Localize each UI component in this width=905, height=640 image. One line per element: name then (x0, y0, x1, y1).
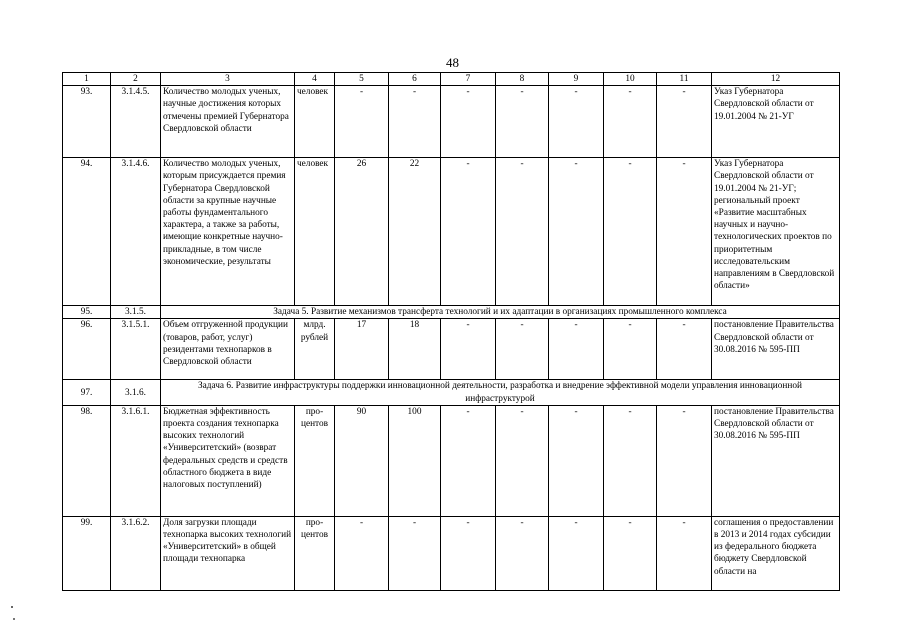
value-cell: - (604, 319, 657, 380)
unit: человек (295, 86, 335, 158)
value-cell: - (496, 405, 549, 516)
row-code: 3.1.6.2. (111, 516, 161, 590)
column-number: 4 (295, 73, 335, 86)
value-cell: - (604, 516, 657, 590)
value-cell: - (657, 516, 712, 590)
value-cell: - (549, 86, 604, 158)
value-cell: - (441, 158, 496, 306)
value-cell: - (441, 319, 496, 380)
value-cell: 18 (389, 319, 441, 380)
task-title: Задача 5. Развитие механизмов трансферта технологий и их адаптации в организациях промышленного комплекса (161, 306, 840, 319)
row-number: 96. (63, 319, 111, 380)
source-document: соглашения о предоставлении в 2013 и 2014 годах субсидии из федерального бюджета бюджету Свердловской области на (712, 516, 840, 590)
value-cell: - (657, 158, 712, 306)
value-cell: - (549, 158, 604, 306)
column-number: 7 (441, 73, 496, 86)
value-cell: - (389, 86, 441, 158)
column-number: 11 (657, 73, 712, 86)
task-row (63, 306, 840, 319)
value-cell: 26 (335, 158, 389, 306)
row-number: 98. (63, 405, 111, 516)
column-number: 2 (111, 73, 161, 86)
row-number: 97. (63, 380, 111, 405)
indicator-name: Бюджетная эффективность проекта создания технопарка высоких технологий «Университетский» (возврат федеральных средств и средств областного бюджета в виде налоговых поступлений) (161, 405, 295, 516)
value-cell: - (441, 405, 496, 516)
value-cell: 22 (389, 158, 441, 306)
value-cell: - (549, 405, 604, 516)
value-cell: - (496, 86, 549, 158)
table-row (63, 319, 840, 380)
row-code: 3.1.4.5. (111, 86, 161, 158)
source-document: Указ Губернатора Свердловской области от 19.01.2004 № 21-УГ (712, 86, 840, 158)
value-cell: - (441, 86, 496, 158)
value-cell: - (441, 516, 496, 590)
value-cell: - (657, 86, 712, 158)
table-row (63, 405, 840, 516)
value-cell: - (335, 86, 389, 158)
indicator-name: Объем отгруженной продукции (товаров, работ, услуг) резидентами технопарков в Свердловской области (161, 319, 295, 380)
indicator-name: Количество молодых ученых, которым присуждается премия Губернатора Свердловской области за крупные научные работы фундаментального характера, а также за работы, имеющие конкретные научно-прикладные, в том числе экономические, результаты (161, 158, 295, 306)
row-number: 95. (63, 306, 111, 319)
column-number: 1 (63, 73, 111, 86)
unit: млрд. рублей (295, 319, 335, 380)
indicator-name: Количество молодых ученых, научные достижения которых отмечены премией Губернатора Свердловской области (161, 86, 295, 158)
column-number-row (63, 73, 840, 86)
row-code: 3.1.6. (111, 380, 161, 405)
scan-speck (11, 606, 13, 608)
value-cell: - (657, 319, 712, 380)
column-number: 10 (604, 73, 657, 86)
value-cell: - (657, 405, 712, 516)
value-cell: - (496, 319, 549, 380)
source-document: Указ Губернатора Свердловской области от 19.01.2004 № 21-УГ; региональный проект «Развитие масштабных научных и научно-технологических проектов по приоритетным исследовательским направлениям в Свердловской области» (712, 158, 840, 306)
value-cell: - (604, 86, 657, 158)
column-number: 3 (161, 73, 295, 86)
indicator-name: Доля загрузки площади технопарка высоких технологий «Университетский» в общей площади технопарка (161, 516, 295, 590)
value-cell: - (549, 319, 604, 380)
scan-speck (13, 618, 15, 620)
column-number: 12 (712, 73, 840, 86)
row-number: 99. (63, 516, 111, 590)
unit: про-центов (295, 516, 335, 590)
source-document: постановление Правительства Свердловской области от 30.08.2016 № 595-ПП (712, 405, 840, 516)
column-number: 5 (335, 73, 389, 86)
task-title: Задача 6. Развитие инфраструктуры поддержки инновационной деятельности, разработка и внедрение эффективной модели управления инновационной инфраструктурой (161, 380, 840, 405)
indicators-table (62, 72, 840, 591)
row-code: 3.1.4.6. (111, 158, 161, 306)
table-row (63, 86, 840, 158)
column-number: 9 (549, 73, 604, 86)
unit: про-центов (295, 405, 335, 516)
value-cell: 90 (335, 405, 389, 516)
row-number: 94. (63, 158, 111, 306)
task-row (63, 380, 840, 405)
column-number: 6 (389, 73, 441, 86)
row-number: 93. (63, 86, 111, 158)
value-cell: - (549, 516, 604, 590)
value-cell: - (604, 158, 657, 306)
value-cell: 100 (389, 405, 441, 516)
value-cell: - (335, 516, 389, 590)
column-number: 8 (496, 73, 549, 86)
value-cell: - (496, 516, 549, 590)
table-row (63, 158, 840, 306)
row-code: 3.1.6.1. (111, 405, 161, 516)
unit: человек (295, 158, 335, 306)
source-document: постановление Правительства Свердловской области от 30.08.2016 № 595-ПП (712, 319, 840, 380)
row-code: 3.1.5.1. (111, 319, 161, 380)
value-cell: - (389, 516, 441, 590)
row-code: 3.1.5. (111, 306, 161, 319)
value-cell: 17 (335, 319, 389, 380)
value-cell: - (604, 405, 657, 516)
table-row (63, 516, 840, 590)
value-cell: - (496, 158, 549, 306)
page-number: 48 (446, 55, 459, 70)
